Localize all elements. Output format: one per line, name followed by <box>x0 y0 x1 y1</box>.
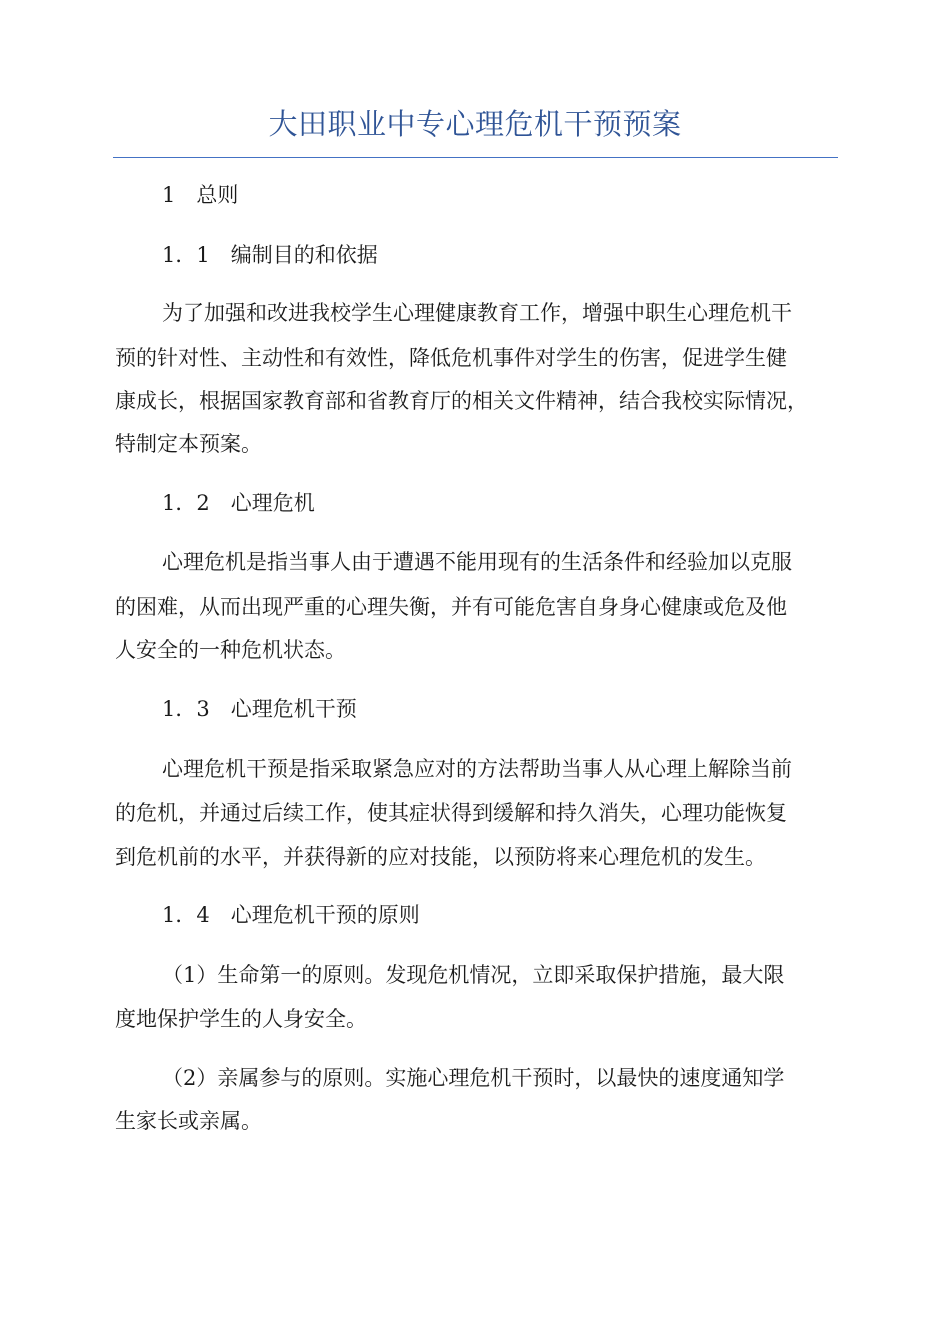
paragraph-line: 到危机前的水平，并获得新的应对技能，以预防将来心理危机的发生。 <box>115 845 766 869</box>
section-heading-1-1: 1．1 编制目的和依据 <box>162 243 378 267</box>
paragraph-line: 为了加强和改进我校学生心理健康教育工作，增强中职生心理危机干 <box>162 301 792 325</box>
section-heading-1: 1 总则 <box>162 183 239 207</box>
paragraph-line: 心理危机干预是指采取紧急应对的方法帮助当事人从心理上解除当前 <box>162 757 792 781</box>
paragraph-line: 心理危机是指当事人由于遭遇不能用现有的生活条件和经验加以克服 <box>162 550 792 574</box>
paragraph-line: 的困难，从而出现严重的心理失衡，并有可能危害自身身心健康或危及他 <box>115 595 787 619</box>
document-title: 大田职业中专心理危机干预预案 <box>268 107 682 141</box>
paragraph-line: 的危机，并通过后续工作，使其症状得到缓解和持久消失，心理功能恢复 <box>115 801 787 825</box>
principle-line: （2）亲属参与的原则。实施心理危机干预时，以最快的速度通知学 <box>162 1066 785 1090</box>
principle-line: 度地保护学生的人身安全。 <box>115 1007 367 1031</box>
principle-line: （1）生命第一的原则。发现危机情况，立即采取保护措施，最大限 <box>162 963 785 987</box>
paragraph-line: 康成长，根据国家教育部和省教育厅的相关文件精神，结合我校实际情况， <box>115 389 808 413</box>
principle-line: 生家长或亲属。 <box>115 1109 262 1133</box>
paragraph-line: 预的针对性、主动性和有效性，降低危机事件对学生的伤害，促进学生健 <box>115 346 787 370</box>
section-heading-1-2: 1．2 心理危机 <box>162 491 315 515</box>
section-heading-1-3: 1．3 心理危机干预 <box>162 697 357 721</box>
paragraph-line: 特制定本预案。 <box>115 432 262 456</box>
section-heading-1-4: 1．4 心理危机干预的原则 <box>162 903 420 927</box>
paragraph-line: 人安全的一种危机状态。 <box>115 638 346 662</box>
title-underline <box>113 157 838 158</box>
